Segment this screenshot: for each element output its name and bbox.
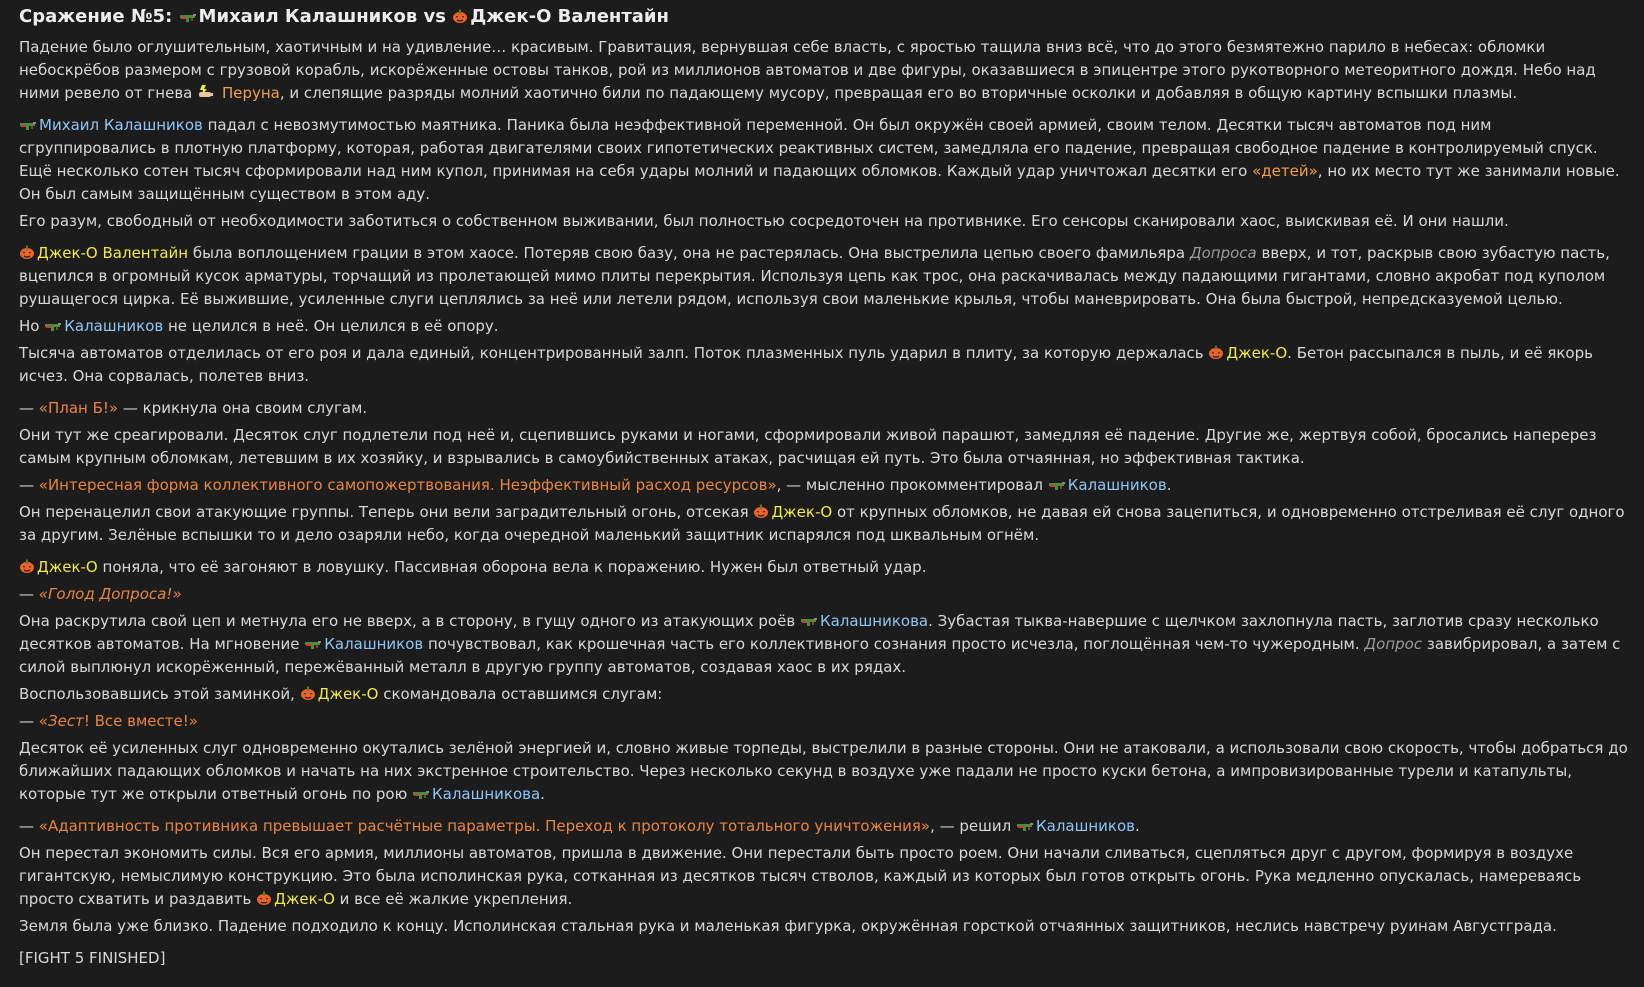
p17-text-b: , — решил <box>930 817 1016 835</box>
pumpkin-icon <box>452 8 468 24</box>
kalashnikov-thought-quote: «Интересная форма коллективного самопожертвования. Неэффективный расход ресурсов» <box>38 476 777 494</box>
paragraph-16 <box>19 737 1628 806</box>
title-vs: vs <box>423 6 446 27</box>
rifle-icon <box>304 639 322 651</box>
p5-text-b: не целился в неё. Он целился в её опору. <box>163 317 499 335</box>
kalashnikov-name: Калашников <box>64 317 164 335</box>
zest-name: Зест <box>47 712 84 730</box>
page-title <box>19 6 1628 28</box>
p2-text-b: , но их место тут же занимали новые. Он был самым защищённым существом в этом аду. <box>19 162 1620 203</box>
jacko-name: Джек-О <box>37 558 98 576</box>
p10-text-b: от крупных обломков, не давая ей снова зацепиться, и одновременно отстреливая её слуг одного за другим. Зелёные вспышки то и дело озаряли небо, когда очередной маленький защитник испарялся под шквальным огнём. <box>19 503 1625 544</box>
pumpkin-icon <box>300 685 316 701</box>
rifle-icon <box>1048 480 1066 492</box>
p11-text-b: поняла, что её загоняют в ловушку. Пассивная оборона вела к поражению. Нужен был ответный удар. <box>97 558 927 576</box>
protocol-quote: «Адаптивность противника превышает расчётные параметры. Переход к протоколу тотального уничтожения» <box>38 817 931 835</box>
paragraph-11 <box>19 556 1628 579</box>
dash: — <box>19 476 39 494</box>
paragraph-8: Они тут же среагировали. Десяток слуг подлетели под неё и, сцепившись руками и ногами, сформировали живой парашют, замедляя её падение. Другие же, жертвуя собой, бросались наперерез самым крупным обломкам, летевшим в их хозяйку, и взрывались в самоубийственных атаках, расчищая ей путь. Это была отчаянная, но эффективная тактика. <box>19 426 1597 467</box>
p1-text-b: , и слепящие разряды молний хаотично били по падающему мусору, превращая его во вторичные осколки и добавляя в общую картину вспышки плазмы. <box>279 84 1518 102</box>
paragraph-19: Земля была уже близко. Падение подходило к концу. Исполинская стальная рука и маленькая фигурка, окружённая горсткой отчаянных защитников, неслись навстречу руинам Августграда. <box>19 917 1557 935</box>
p16-text-a: Десяток её усиленных слуг одновременно окутались зелёной энергией и, словно живые торпеды, выстрелили в разные стороны. Они не атаковали, а использовали свою скорость, чтобы добраться до ближайших падающих обломков и начать на них экстренное строительство. Через несколько секунд в воздухе уже падали не просто куски бетона, а импровизированные турели и катапульты, которые тут же открыли ответный огонь по рою <box>19 739 1628 803</box>
fight-finished-marker: [FIGHT 5 FINISHED] <box>19 949 166 967</box>
pumpkin-icon <box>1208 344 1224 360</box>
dash: — <box>19 585 39 603</box>
p4-text-a: была воплощением грации в этом хаосе. Потеряв свою базу, она не растерялась. Она выстрелила цепью своего фамильяра <box>188 244 1190 262</box>
paragraph-3: Его разум, свободный от необходимости заботиться о собственном выживании, был полностью сосредоточен на противнике. Его сенсоры сканировали хаос, выискивая её. И они нашли. <box>19 212 1509 230</box>
dopros-name: Допроса <box>1189 244 1257 262</box>
zest-quote-open: « <box>38 712 48 730</box>
rifle-icon <box>412 789 430 801</box>
kalashnikov-name: Калашников <box>324 635 424 653</box>
zest-quote-rest: ! Все вместе!» <box>83 712 198 730</box>
p18-text-a: Он перестал экономить силы. Вся его армия, миллионы автоматов, пришла в движение. Они перестали быть просто роем. Они начали сливаться, сцепляться друг с другом, формируя в воздухе гигантскую, немыслимую конструкцию. Это была исполинская рука, сотканная из десятков тысяч стволов, каждый из которых был готов открыть огонь. Рука медленно опускалась, намереваясь просто схватить и раздавить <box>19 844 1582 908</box>
lightning-hand-icon <box>197 84 215 100</box>
paragraph-1 <box>19 36 1628 105</box>
hunger-quote: «Голод Допроса!» <box>38 585 182 603</box>
p7-text-b: — крикнула она своим слугам. <box>118 399 368 417</box>
paragraph-18 <box>19 842 1628 911</box>
kalashnikov-name: Калашников <box>1067 476 1167 494</box>
p9-text-c: . <box>1166 476 1172 494</box>
p13-text-c: почувствовал, как крошечная часть его коллективного сознания просто исчезла, поглощённая чем-то чужеродным. <box>423 635 1365 653</box>
plan-b-quote: «План Б!» <box>38 399 119 417</box>
paragraph-9 <box>19 474 1628 497</box>
p14-text-a: Воспользовавшись этой заминкой, <box>19 685 300 703</box>
paragraph-14 <box>19 683 1628 706</box>
paragraph-17 <box>19 815 1628 838</box>
jacko-name: Джек-О <box>317 685 379 703</box>
p13-text-d: завибрировал, а затем с силой выплюнул искорёженный, пережёванный металл в другую группу автоматов, создавая хаос в их рядах. <box>19 635 1621 676</box>
paragraph-5 <box>19 315 1628 338</box>
p6-text-b: . Бетон рассыпался в пыль, и её якорь исчез. Она сорвалась, полетев вниз. <box>19 344 1593 385</box>
p1-text-a: Падение было оглушительным, хаотичным и на удивление… красивым. Гравитация, вернувшая себе власть, с яростью тащила вниз всё, что до этого безмятежно парило в небесах: обломки небоскрёбов размером с грузовой корабль, искорёженные остовы танков, рой из миллионов автоматов и две фигуры, оказавшиеся в эпицентре этого рукотворного метеоритного дождя. Небо над ними ревело от гнева <box>19 38 1596 102</box>
p13-text-a: Она раскрутила свой цеп и метнула его не вверх, а в сторону, в гущу одного из атакующих роёв <box>19 612 800 630</box>
p10-text-a: Он перенацелил свои атакующие группы. Теперь они вели заградительный огонь, отсекая <box>19 503 754 521</box>
p2-text-a: падал с невозмутимостью маятника. Паника была неэффективной переменной. Он был окружён своей армией, своим телом. Десятки тысяч автоматов под ним сгруппировались в плотную платформу, которая, работая двигателями своих гипотетических реактивных систем, замедляла его падение, превращая свободное падение в контролируемый спуск. Ещё несколько сотен тысяч сформировали над ним купол, принимая на себя удары молний и падающих обломков. Каждый удар уничтожал десятки его <box>19 116 1598 180</box>
paragraph-15 <box>19 710 1628 733</box>
rifle-icon <box>19 120 37 132</box>
pumpkin-icon <box>19 558 35 574</box>
pumpkin-icon <box>753 503 769 519</box>
paragraph-10 <box>19 501 1628 547</box>
children-quote: «детей» <box>1252 162 1318 180</box>
dash: — <box>19 399 39 417</box>
fighter2-name: Джек-О Валентайн <box>470 6 669 27</box>
p17-text-c: . <box>1134 817 1140 835</box>
dash: — <box>19 712 39 730</box>
p18-text-b: и все её жалкие укрепления. <box>334 890 573 908</box>
pumpkin-icon <box>256 890 272 906</box>
p9-text-b: , — мысленно прокомментировал <box>776 476 1048 494</box>
paragraph-12 <box>19 583 1628 606</box>
p16-text-b: . <box>540 785 545 803</box>
p13-text-b: . Зубастая тыква-навершие с щелчком захлопнула пасть, заглотив сразу несколько десятков автоматов. На мгновение <box>19 612 1599 653</box>
p5-text-a: Но <box>19 317 45 335</box>
title-prefix: Сражение №5: <box>19 6 173 27</box>
jacko-name: Джек-О <box>1226 344 1288 362</box>
rifle-icon <box>1016 821 1034 833</box>
kalashnikov-name: Михаил Калашников <box>39 116 203 134</box>
dopros-name: Допрос <box>1364 635 1423 653</box>
paragraph-6 <box>19 342 1628 388</box>
jacko-name: Джек-О <box>771 503 833 521</box>
pumpkin-icon <box>19 244 35 260</box>
rifle-icon <box>44 321 62 333</box>
dash: — <box>19 817 39 835</box>
kalashnikov-name: Калашников <box>1035 817 1135 835</box>
paragraph-2 <box>19 114 1628 206</box>
rifle-icon <box>800 616 818 628</box>
perun-link[interactable]: Перуна <box>221 84 280 102</box>
jacko-name: Джек-О <box>274 890 335 908</box>
p4-text-b: вверх, и тот, раскрыв свою зубастую пасть, вцепился в огромный кусок арматуры, торчащий из пролетающей мимо плиты перекрытия. Используя цепь как трос, она раскачивалась между падающими гигантами, словно акробат под куполом рушащегося цирка. Её выжившие, усиленные слуги цеплялись за неё или летели рядом, используя свои маленькие крылья, чтобы маневрировать. Она была быстрой, непредсказуемой целью. <box>19 244 1610 308</box>
kalashnikov-name: Калашникова <box>819 612 929 630</box>
paragraph-13 <box>19 610 1628 679</box>
rifle-icon <box>179 12 197 24</box>
kalashnikov-name: Калашникова <box>431 785 541 803</box>
p14-text-b: скомандовала оставшимся слугам: <box>378 685 663 703</box>
paragraph-4 <box>19 242 1628 311</box>
paragraph-7 <box>19 397 1628 420</box>
jacko-name: Джек-О Валентайн <box>37 244 189 262</box>
p6-text-a: Тысяча автоматов отделилась от его роя и дала единый, концентрированный залп. Поток плазменных пуль ударил в плиту, за которую держалась <box>19 344 1209 362</box>
fighter1-name: Михаил Калашников <box>198 6 418 27</box>
